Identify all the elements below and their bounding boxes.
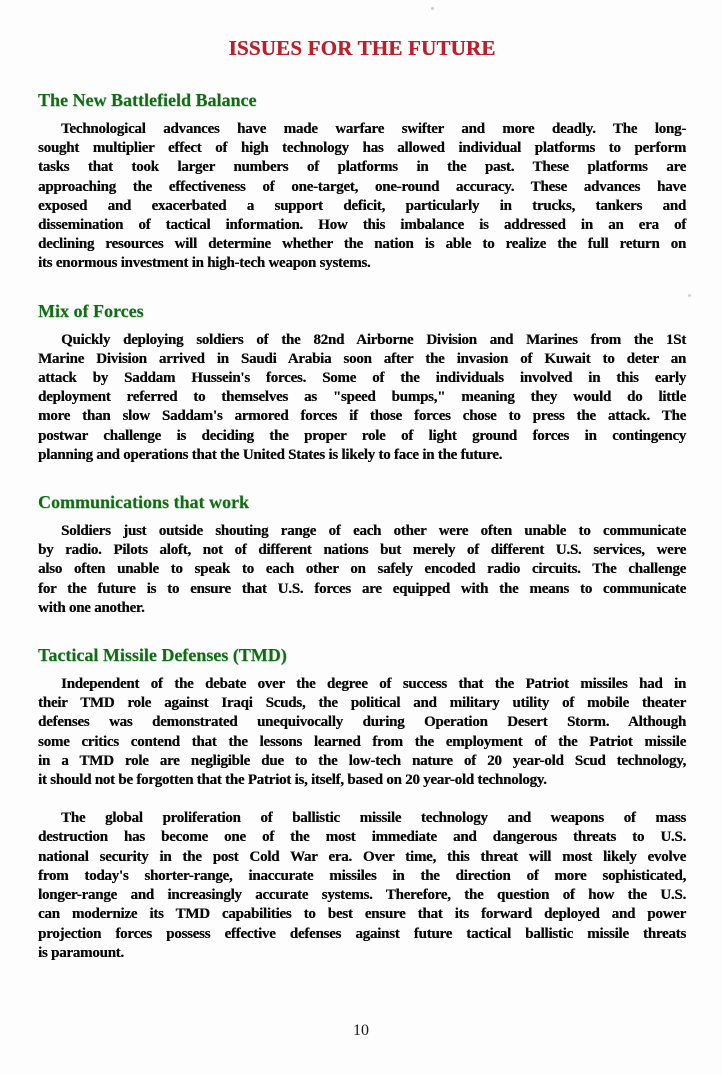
text-line: longer-range and increasingly accurate systems. Therefore, the question of how the U.S.	[38, 887, 686, 904]
text-line: national security in the post Cold War era. Over time, this threat will most likely evolve	[38, 848, 686, 865]
paragraph	[38, 120, 686, 274]
text-line: Marine Division arrived in Saudi Arabia soon after the invasion of Kuwait to deter an	[38, 350, 686, 367]
text-line: in a TMD role are negligible due to the low-tech nature of 20 year-old Scud technology,	[38, 752, 686, 769]
scan-artifact	[431, 7, 434, 10]
text-line: from today's shorter-range, inaccurate missiles in the direction of more sophisticated,	[38, 867, 686, 884]
paragraph	[38, 809, 686, 963]
text-line: can modernize its TMD capabilities to best ensure that its forward deployed and power	[38, 906, 686, 923]
section	[38, 645, 686, 963]
document-title: ISSUES FOR THE FUTURE	[228, 36, 496, 60]
section	[38, 90, 686, 274]
text-line: Quickly deploying soldiers of the 82nd Airborne Division and Marines from the 1St	[61, 331, 686, 348]
text-line: postwar challenge is deciding the proper role of light ground forces in contingency	[38, 427, 686, 444]
text-line: dissemination of tactical information. How this imbalance is addressed in an era of	[38, 217, 686, 234]
paragraph	[38, 331, 686, 465]
section-heading: Tactical Missile Defenses (TMD)	[38, 645, 287, 666]
text-line: tasks that took larger numbers of platforms in the past. These platforms are	[38, 159, 686, 176]
scan-artifact	[688, 294, 691, 297]
text-line: its enormous investment in high-tech weapon systems.	[38, 255, 371, 272]
text-line: declining resources will determine whether the nation is able to realize the full return on	[38, 236, 686, 253]
text-line: also often unable to speak to each other on safely encoded radio circuits. The challenge	[38, 561, 686, 578]
text-line: for the future is to ensure that U.S. forces are equipped with the means to communicate	[38, 580, 686, 597]
text-line: Technological advances have made warfare swifter and more deadly. The long-	[61, 121, 686, 137]
sections	[38, 90, 686, 963]
text-line: their TMD role against Iraqi Scuds, the political and military utility of mobile theater	[38, 695, 686, 712]
text-line: by radio. Pilots aloft, not of different nations but merely of different U.S. services, were	[38, 542, 686, 559]
text-line: is paramount.	[38, 944, 124, 961]
section-heading: Mix of Forces	[38, 300, 144, 321]
text-line: attack by Saddam Hussein's forces. Some of the individuals involved in this early	[38, 370, 686, 387]
paragraph	[38, 675, 686, 790]
text-line: defenses was demonstrated unequivocally during Operation Desert Storm. Although	[38, 714, 686, 731]
text-line: with one another.	[38, 599, 145, 616]
text-line: planning and operations that the United States is likely to face in the future.	[38, 446, 503, 463]
text-line: projection forces possess effective defenses against future tactical ballistic missile threats	[38, 925, 686, 942]
text-line: some critics contend that the lessons learned from the employment of the Patriot missile	[38, 733, 686, 750]
section-heading: Communications that work	[38, 492, 250, 513]
text-line: The global proliferation of ballistic missile technology and weapons of mass	[61, 810, 686, 827]
text-line: it should not be forgotten that the Patriot is, itself, based on 20 year-old technology.	[38, 772, 547, 789]
text-line: approaching the effectiveness of one-target, one-round accuracy. These advances have	[38, 178, 686, 195]
text-line: exposed and exacerbated a support deficit, particularly in trucks, tankers and	[38, 197, 686, 214]
text-line: Independent of the debate over the degree of success that the Patriot missiles had in	[61, 676, 686, 693]
paragraph	[38, 522, 686, 618]
section	[38, 301, 686, 465]
section	[38, 492, 686, 618]
text-line: destruction has become one of the most immediate and dangerous threats to U.S.	[38, 829, 686, 846]
text-line: Soldiers just outside shouting range of each other were often unable to communicate	[61, 523, 686, 540]
text-line: deployment referred to themselves as "speed bumps," meaning they would do little	[38, 389, 686, 406]
page-number: 10	[353, 1022, 369, 1039]
text-line: sought multiplier effect of high technology has allowed individual platforms to perform	[38, 140, 686, 157]
text-line: more than slow Saddam's armored forces if those forces chose to press the attack. The	[38, 408, 686, 425]
section-heading: The New Battlefield Balance	[38, 90, 257, 110]
